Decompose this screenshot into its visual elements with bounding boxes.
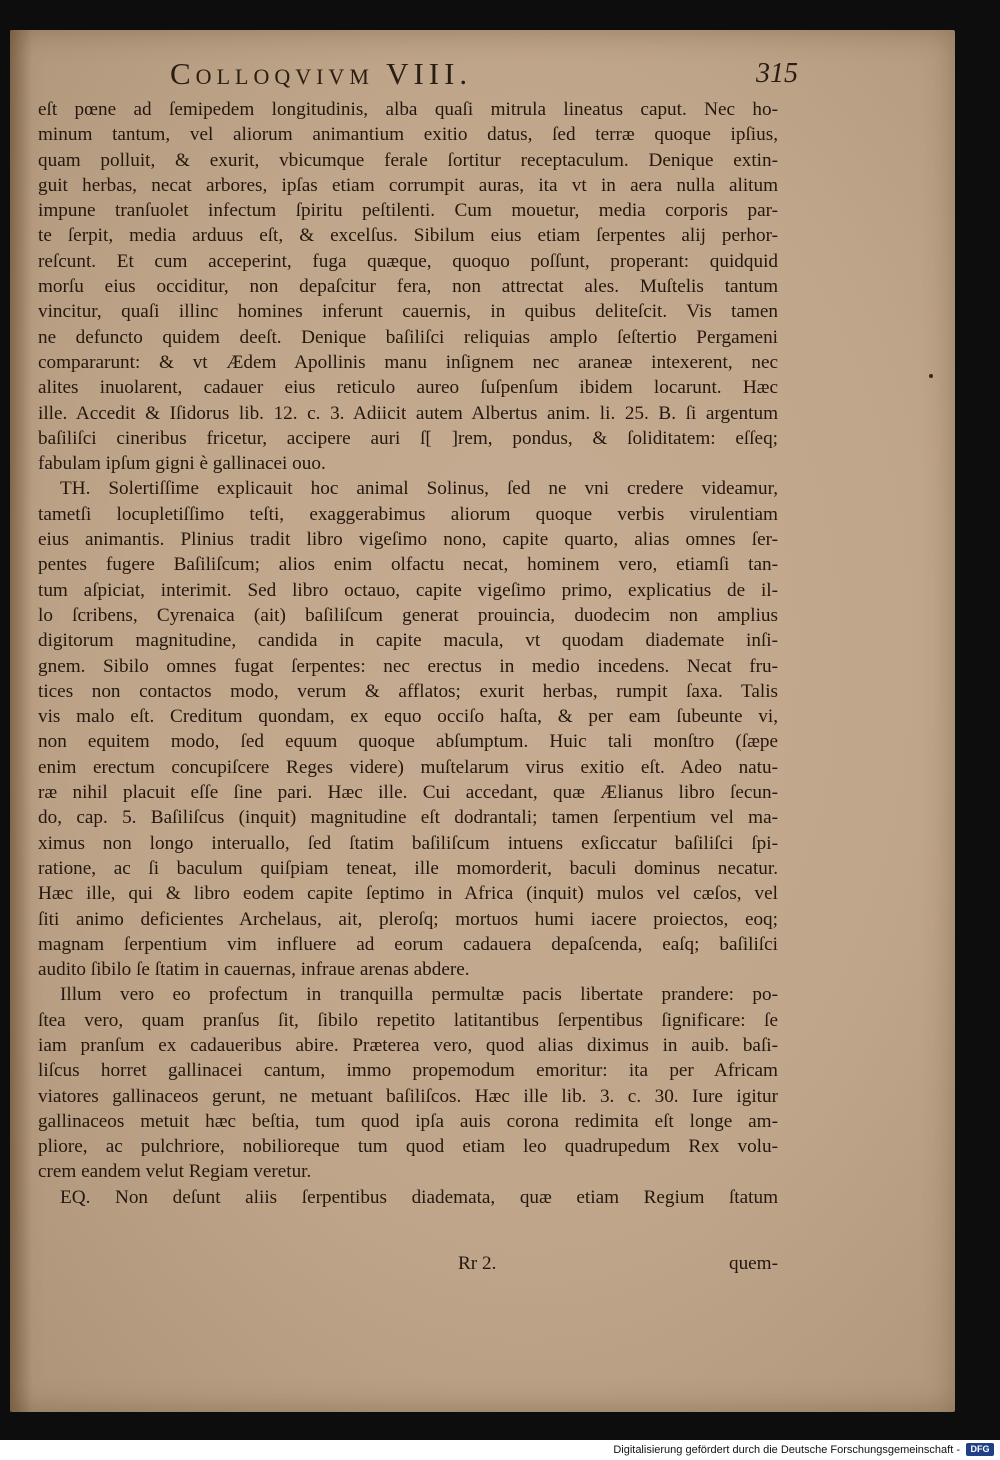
text-line: audito ſibilo ſe ſtatim in cauernas, infraue arenas abdere. <box>38 959 470 981</box>
text-line: ximus non longo interuallo, ſed ſtatim baſiliſcum intuens exſiccatur baſiliſci ſpi- <box>38 832 778 854</box>
text-line: tum aſpiciat, interimit. Sed libro octauo, capite vigeſimo primo, explicatius de il- <box>38 579 778 601</box>
text-line: morſu eius occiditur, non depaſcitur fera, non attrectat ales. Muſtelis tantum <box>38 276 778 298</box>
page-spine-shadow <box>10 30 32 1412</box>
text-line: enim erectum concupiſcere Reges videre) muſtelarum virus exitio eſt. Adeo natu- <box>38 756 778 778</box>
text-line: iam pranſum ex cadaueribus abire. Præterea vero, quod alias diximus in auib. baſi- <box>38 1034 778 1056</box>
text-line: Hæc ille, qui & libro eodem capite ſeptimo in Africa (inquit) mulos vel cæſos, vel <box>38 883 778 905</box>
text-line: liſcus horret gallinacei cantum, immo propemodum emoritur: ita per Africam <box>38 1060 778 1082</box>
text-line: reſcunt. Et cum acceperint, fuga quæque, quoquo poſſunt, properant: quidquid <box>38 250 778 272</box>
paper-speck <box>929 374 933 378</box>
digitization-banner <box>0 1440 1000 1460</box>
text-line: pliore, ac pulchriore, nobilioreque tum quod etiam leo quadrupedum Rex volu- <box>38 1136 778 1158</box>
text-line: do, cap. 5. Baſiliſcus (inquit) magnitudine eſt dodrantali; tamen ſerpentium vel ma- <box>38 807 778 829</box>
dfg-logo: DFG <box>966 1443 994 1456</box>
text-line: viatores gallinaceos gerunt, ne metuant baſiliſcos. Hæc ille lib. 3. c. 30. Iure igitur <box>38 1085 778 1107</box>
signature-mark: Rr 2. <box>458 1253 497 1274</box>
funding-notice: Digitalisierung gefördert durch die Deutsche Forschungsgemeinschaft - <box>613 1444 960 1456</box>
text-line: tametſi locupletiſſimo teſti, exaggerabimus aliorum quoque verbis virulentiam <box>38 503 778 525</box>
text-line: quam polluit, & exurit, vbicumque ferale ſortitur receptaculum. Denique extin- <box>38 149 778 171</box>
text-line: vincitur, quaſi illinc homines inferunt cauernis, in quibus deliteſcit. Vis tamen <box>38 301 778 323</box>
text-line: guit herbas, necat arbores, ipſas etiam corrumpit auras, ita vt in aera nulla alitum <box>38 174 778 196</box>
text-line: minum tantum, vel aliorum animantium exitio datus, ſed terræ quoque ipſius, <box>38 124 778 146</box>
text-line: crem eandem velut Regiam veretur. <box>38 1161 312 1183</box>
text-line: eius animantis. Plinius tradit libro vigeſimo nono, capite quarto, alias omnes ſer- <box>38 529 778 551</box>
running-head: Colloqvivm VIII. <box>170 56 473 91</box>
text-line: gnem. Sibilo omnes fugat ſerpentes: nec erectus in medio incedens. Necat fru- <box>38 655 778 677</box>
text-line: TH. Solertiſſime explicauit hoc animal Solinus, ſed ne vni credere videamur, <box>60 478 778 500</box>
text-line: non equitem modo, ſed equum quoque abſumptum. Huic tali monſtro (ſæpe <box>38 731 778 753</box>
text-line: te ſerpit, media arduus eſt, & excelſus. Sibilum eius etiam ſerpentes alij perhor- <box>38 225 778 247</box>
text-line: ſiti animo deficientes Archelaus, ait, pleroſq; mortuos humi iacere proiectos, eoq; <box>38 908 778 930</box>
text-line: eſt pœne ad ſemipedem longitudinis, alba quaſi mitrula lineatus caput. Nec ho- <box>38 99 778 120</box>
text-line: ſtea vero, quam pranſus ſit, ſibilo repetito latitantibus ſerpentibus ſignificare: ſe <box>38 1009 778 1031</box>
text-line: EQ. Non deſunt aliis ſerpentibus diademata, quæ etiam Regium ſtatum <box>60 1186 778 1208</box>
text-line: vis malo eſt. Creditum quondam, ex equo occiſo haſta, & per eam ſubeunte vi, <box>38 706 778 728</box>
body-text <box>38 97 778 1210</box>
text-line: lo ſcribens, Cyrenaica (ait) baſiliſcum generat prouincia, duodecim non amplius <box>38 604 778 626</box>
text-line: ratione, ac ſi baculum quiſpiam teneat, ille momorderit, baculi dominus necatur. <box>38 857 778 879</box>
text-line: Illum vero eo profectum in tranquilla permultæ pacis libertate prandere: po- <box>60 984 778 1006</box>
text-line: compararunt: & vt Ædem Apollinis manu inſignem nec araneæ intexerent, nec <box>38 351 778 373</box>
text-line: baſiliſci cineribus fricetur, accipere auri ſ[ ]rem, pondus, & ſoliditatem: eſſeq; <box>38 427 778 449</box>
text-line: digitorum magnitudine, candida in capite macula, vt quodam diademate inſi- <box>38 630 778 652</box>
text-line: alites inuolarent, cadauer eius reticulo aureo ſuſpenſum ibidem locarunt. Hæc <box>38 377 778 399</box>
page-footer <box>38 1253 778 1279</box>
text-line: ræ nihil placuit eſſe ſine pari. Hæc ille. Cui accedant, quæ Ælianus libro ſecun- <box>38 782 778 804</box>
text-line: tices non contactos modo, verum & afflatos; exurit herbas, rumpit ſaxa. Talis <box>38 680 778 702</box>
catchword: quem- <box>728 1253 778 1274</box>
text-line: ne defuncto quidem deeſt. Denique baſiliſci reliquias amplo ſeſtertio Pergameni <box>38 326 778 348</box>
text-line: pentes fugere Baſiliſcum; alios enim olfactu necat, hominem vero, etiamſi tan- <box>38 554 778 576</box>
page-number: 315 <box>756 58 798 89</box>
text-line: impune tranſuolet infectum ſpiritu peſtilenti. Cum mouetur, media corporis par- <box>38 200 778 222</box>
text-line: magnam ſerpentium vim influere ad eorum cadauera depaſcenda, eaſq; baſiliſci <box>38 933 778 955</box>
text-line: gallinaceos metuit hæc beſtia, tum quod ipſa auis corona redimita eſt longe am- <box>38 1110 778 1132</box>
text-line: fabulam ipſum gigni è gallinacei ouo. <box>38 453 326 475</box>
text-line: ille. Accedit & Iſidorus lib. 12. c. 3. Adiicit autem Albertus anim. li. 25. B. ſi argentum <box>38 402 778 424</box>
